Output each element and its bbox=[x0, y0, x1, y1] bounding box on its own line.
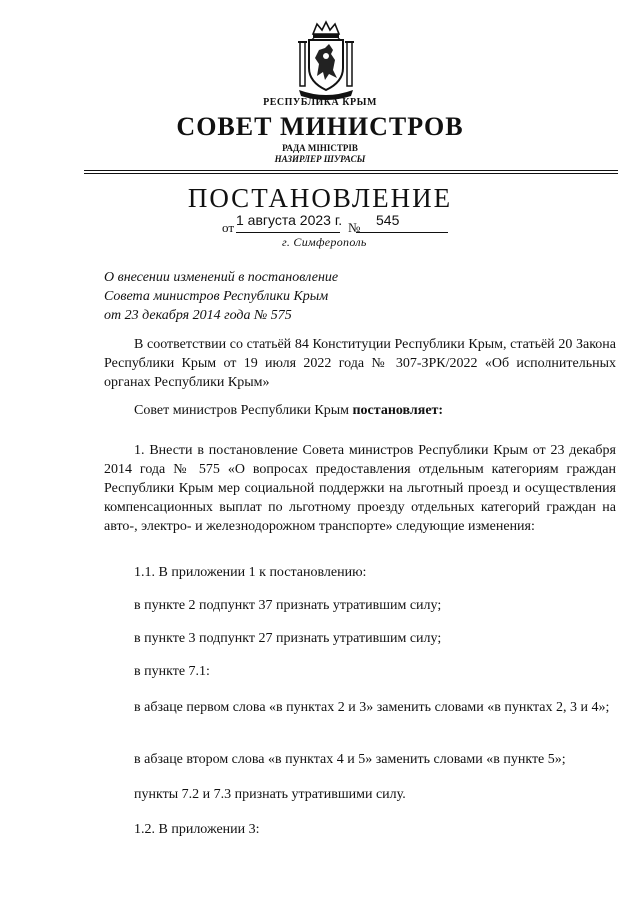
points-7-2-7-3-line: пункты 7.2 и 7.3 признать утратившими силу. bbox=[134, 787, 406, 802]
resolves-keyword: постановляет: bbox=[352, 403, 444, 418]
number-label: № bbox=[348, 220, 361, 235]
number-underline bbox=[356, 232, 448, 233]
republic-name: РЕСПУБЛИКА КРЫМ bbox=[263, 97, 377, 108]
council-name-ua: РАДА МІНІСТРІВ bbox=[282, 143, 358, 153]
item-1-2: 1.2. В приложении 3: bbox=[134, 822, 260, 837]
decree-subject bbox=[104, 268, 338, 325]
from-label: от bbox=[222, 220, 235, 235]
subject-line-2: Совета министров Республики Крым bbox=[104, 289, 329, 304]
decree-number: 545 bbox=[376, 212, 400, 228]
subject-line-1: О внесении изменений в постановление bbox=[104, 270, 339, 285]
point-2-line: в пункте 2 подпункт 37 признать утратившим силу; bbox=[134, 598, 442, 613]
item-1-1: 1.1. В приложении 1 к постановлению: bbox=[134, 565, 367, 580]
point-7-1-paragraph-b: в абзаце втором слова «в пунктах 4 и 5» заменить словами «в пункте 5»; bbox=[134, 752, 566, 767]
crimea-coat-of-arms-icon bbox=[295, 20, 357, 100]
date-underline bbox=[236, 232, 340, 233]
subject-line-3: от 23 декабря 2014 года № 575 bbox=[104, 308, 292, 323]
point-7-1-line: в пункте 7.1: bbox=[134, 664, 210, 679]
decree-date: 1 августа 2023 г. bbox=[236, 212, 343, 228]
resolves-prefix: Совет министров Республики Крым bbox=[134, 403, 353, 418]
council-name-crh: НАЗИРЛЕР ШУРАСЫ bbox=[274, 154, 366, 164]
item-1-paragraph: 1. Внести в постановление Совета министров Республики Крым от 23 декабря 2014 года № 575 «О вопросах предоставления отдельным категориям граждан Республики Крым мер социальной поддержки на льготный проезд и осуществления компенсационных выплат по льготному проезду отдельных категорий граждан на авто-, электро- и железнодорожном транспорте» следующие изменения: bbox=[104, 443, 616, 534]
council-name: СОВЕТ МИНИСТРОВ bbox=[176, 112, 464, 141]
header-divider-2 bbox=[84, 173, 618, 174]
header-divider bbox=[84, 170, 618, 171]
preamble-paragraph: В соответствии со статьёй 84 Конституции Республики Крым, статьёй 20 Закона Республики Крым от 19 июля 2022 года № 307-ЗРК/2022 «Об исполнительных органах Республики Крым» bbox=[104, 337, 616, 390]
decree-title: ПОСТАНОВЛЕНИЕ bbox=[187, 183, 453, 213]
point-3-line: в пункте 3 подпункт 27 признать утратившим силу; bbox=[134, 631, 442, 646]
point-7-1-paragraph-a: в абзаце первом слова «в пунктах 2 и 3» заменить словами «в пунктах 2, 3 и 4»; bbox=[134, 700, 610, 715]
city: г. Симферополь bbox=[282, 235, 367, 249]
resolves-line bbox=[134, 403, 443, 419]
